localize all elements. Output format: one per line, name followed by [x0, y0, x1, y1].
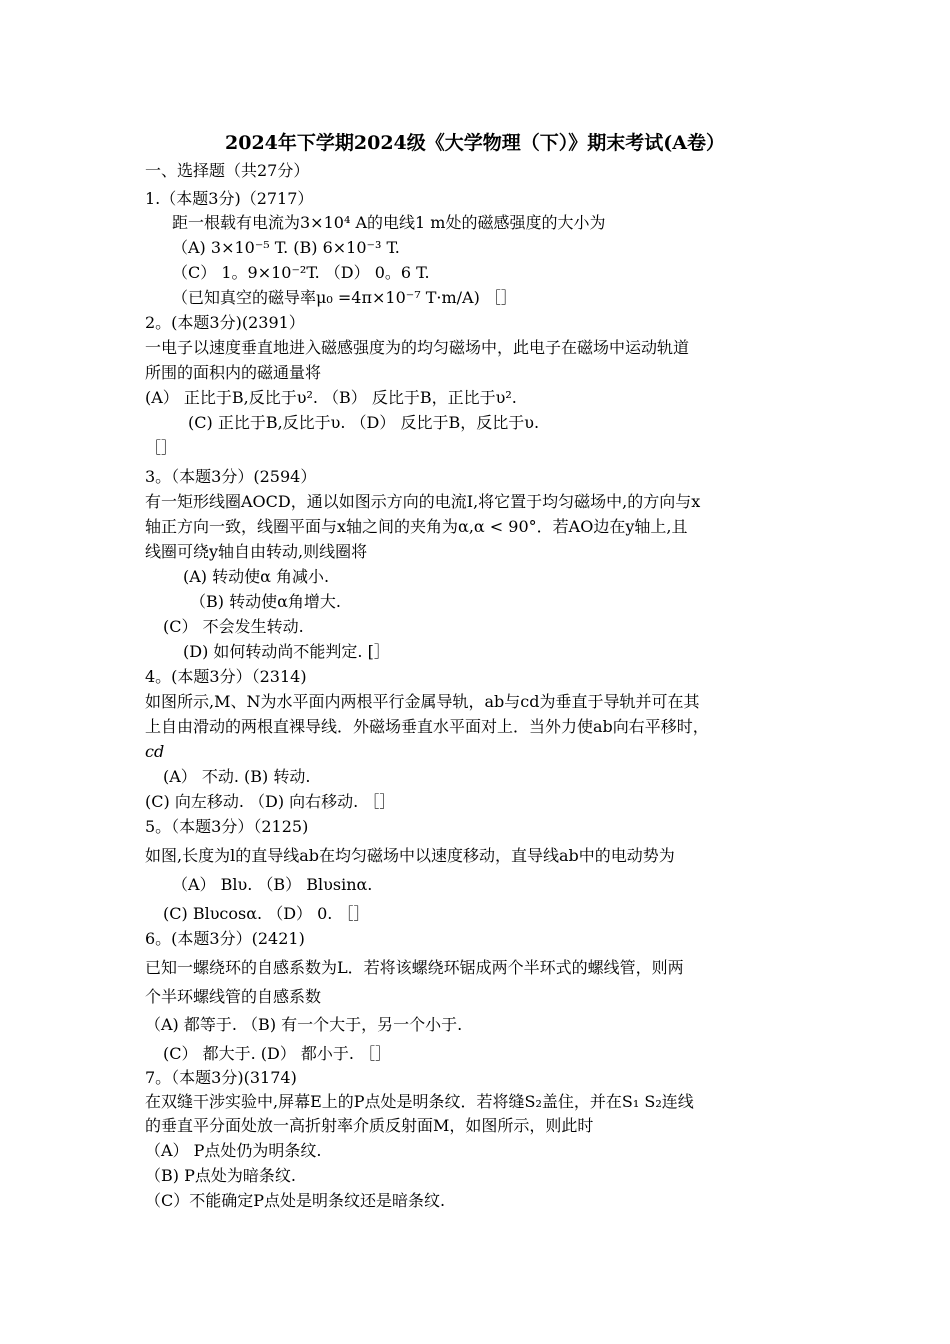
q6-stem-line1: 已知一螺绕环的自感系数为L．若将该螺绕环锯成两个半环式的螺线管，则两	[145, 958, 684, 977]
q6-stem-line2: 个半环螺线管的自感系数	[145, 987, 322, 1006]
q7-stem-line1: 在双缝干涉实验中,屏幕E上的P点处是明条纹．若将缝S₂盖住，并在S₁ S₂连线	[145, 1092, 694, 1111]
q5-header: 5。（本题3分）（2125)	[145, 817, 309, 836]
q2-answer-bracket: ［］	[145, 438, 178, 457]
q7-option-b: （B) P点处为暗条纹.	[145, 1166, 296, 1185]
q3-stem-line1: 有一矩形线圈AOCD，通以如图示方向的电流I,将它置于均匀磁场中,的方向与x	[145, 492, 701, 511]
q7-option-c: （C）不能确定P点处是明条纹还是暗条纹.	[145, 1191, 446, 1210]
q6-options-cd: (C） 都大于. (D） 都小于. ［］	[163, 1044, 392, 1063]
q4-header: 4。(本题3分）（2314)	[145, 667, 307, 686]
exam-title: 2024年下学期2024级《大学物理（下）》期末考试(A卷）	[225, 132, 725, 154]
q7-header: 7。（本题3分)(3174)	[145, 1068, 297, 1087]
q2-options-cd: (C) 正比于B,反比于υ. （D） 反比于B，反比于υ.	[188, 413, 540, 432]
q1-options-cd: （C） 1。9×10⁻²T. （D） 0。6 T.	[172, 263, 430, 282]
q2-stem-line2: 所围的面积内的磁通量将	[145, 363, 322, 382]
q2-stem-line1: 一电子以速度垂直地进入磁感强度为的均匀磁场中，此电子在磁场中运动轨道	[145, 338, 690, 357]
q3-header: 3。（本题3分）(2594）	[145, 467, 317, 486]
q4-stem-line1: 如图所示,M、N为水平面内两根平行金属导轨，ab与cd为垂直于导轨并可在其	[145, 692, 700, 711]
q3-stem-line2: 轴正方向一致，线圈平面与x轴之间的夹角为α,α < 90°．若AO边在y轴上,且	[145, 517, 688, 536]
q4-options-cd: (C) 向左移动. （D) 向右移动. ［］	[145, 792, 396, 811]
q5-options-cd: (C) Blυcosα. （D） 0. ［］	[163, 904, 370, 923]
q3-option-c: (C） 不会发生转动.	[163, 617, 304, 636]
q3-option-d: (D) 如何转动尚不能判定. [］	[183, 642, 390, 661]
q7-stem-line2: 的垂直平分面处放一高折射率介质反射面M，如图所示，则此时	[145, 1116, 594, 1135]
q6-options-ab: （A) 都等于. （B) 有一个大于，另一个小于.	[145, 1015, 463, 1034]
q3-option-a: (A) 转动使α 角减小.	[183, 567, 330, 586]
q4-stem-line2: 上自由滑动的两根直裸导线．外磁场垂直水平面对上．当外力使ab向右平移时，	[145, 717, 709, 736]
q1-note: （已知真空的磁导率μ₀ =4π×10⁻⁷ T·m/A) ［］	[172, 288, 517, 307]
q1-header: 1.（本题3分)（2717）	[145, 189, 314, 208]
q5-stem: 如图,长度为l的直导线ab在均匀磁场中以速度移动，直导线ab中的电动势为	[145, 846, 675, 865]
q1-options-ab: （A) 3×10⁻⁵ T. (B) 6×10⁻³ T.	[172, 238, 400, 257]
q1-stem: 距一根载有电流为3×10⁴ A的电线1 m处的磁感强度的大小为	[172, 213, 606, 232]
q3-option-b: （B) 转动使α角增大.	[190, 592, 341, 611]
section-heading: 一、选择题（共27分）	[145, 161, 310, 180]
q5-options-ab: （A） Blυ. （B） Blυsinα.	[172, 875, 373, 894]
q2-options-ab: (A） 正比于B,反比于υ². （B） 反比于B，正比于υ².	[145, 388, 517, 407]
q7-option-a: （A） P点处仍为明条纹.	[145, 1141, 322, 1160]
q4-stem-line3: cd	[145, 742, 165, 761]
q6-header: 6。(本题3分）(2421)	[145, 929, 305, 948]
q3-stem-line3: 线圈可绕y轴自由转动,则线圈将	[145, 542, 368, 561]
q4-options-ab: (A） 不动. (B) 转动.	[163, 767, 311, 786]
q2-header: 2。(本题3分)(2391）	[145, 313, 305, 332]
